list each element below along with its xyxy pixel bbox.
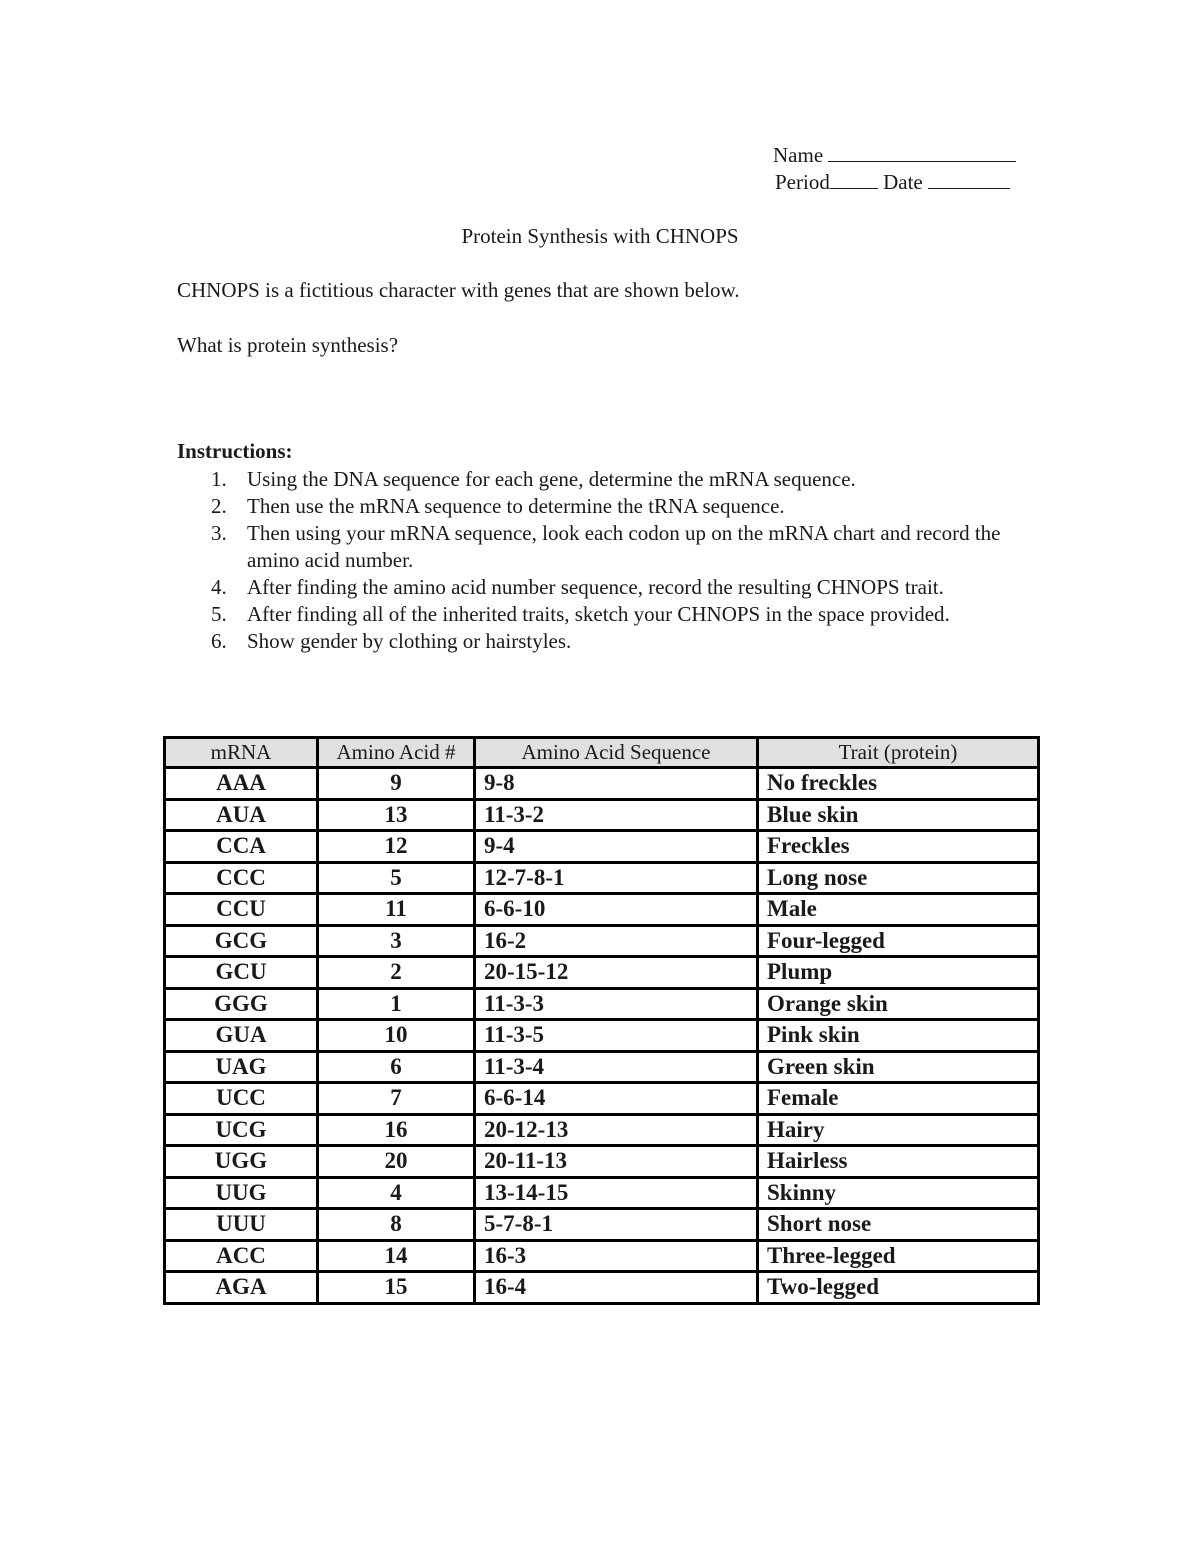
header-amino-acid-number: Amino Acid # xyxy=(318,738,475,768)
trait-cell: Skinny xyxy=(758,1177,1039,1209)
table-row xyxy=(165,799,1039,831)
instruction-item: 4. After finding the amino acid number sequence, record the resulting CHNOPS trait. xyxy=(211,575,944,599)
mrna-cell: UGG xyxy=(165,1146,318,1178)
amino-acid-number-cell: 12 xyxy=(318,831,475,863)
trait-cell: Blue skin xyxy=(758,799,1039,831)
table-row xyxy=(165,862,1039,894)
amino-acid-number-cell: 7 xyxy=(318,1083,475,1115)
table-row xyxy=(165,1146,1039,1178)
mrna-cell: AUA xyxy=(165,799,318,831)
amino-acid-sequence-cell: 11-3-5 xyxy=(475,1020,758,1052)
question-text: What is protein synthesis? xyxy=(177,333,399,357)
instructions-heading: Instructions: xyxy=(177,439,293,463)
trait-cell: Female xyxy=(758,1083,1039,1115)
name-label: Name xyxy=(773,143,824,167)
amino-acid-number-cell: 9 xyxy=(318,768,475,800)
header-amino-acid-sequence: Amino Acid Sequence xyxy=(475,738,758,768)
amino-acid-sequence-cell: 20-15-12 xyxy=(475,957,758,989)
trait-cell: Male xyxy=(758,894,1039,926)
mrna-cell: GUA xyxy=(165,1020,318,1052)
instruction-item: 1. Using the DNA sequence for each gene, determine the mRNA sequence. xyxy=(211,467,856,491)
amino-acid-sequence-cell: 20-12-13 xyxy=(475,1114,758,1146)
trait-cell: No freckles xyxy=(758,768,1039,800)
codon-trait-table xyxy=(163,736,1040,1305)
trait-cell: Three-legged xyxy=(758,1240,1039,1272)
instruction-item: 5. After finding all of the inherited traits, sketch your CHNOPS in the space provided. xyxy=(211,602,950,626)
amino-acid-sequence-cell: 6-6-14 xyxy=(475,1083,758,1115)
amino-acid-number-cell: 13 xyxy=(318,799,475,831)
mrna-cell: ACC xyxy=(165,1240,318,1272)
date-blank[interactable] xyxy=(928,170,1010,189)
amino-acid-sequence-cell: 11-3-4 xyxy=(475,1051,758,1083)
amino-acid-sequence-cell: 9-8 xyxy=(475,768,758,800)
name-blank[interactable] xyxy=(828,143,1016,162)
header-trait: Trait (protein) xyxy=(758,738,1039,768)
table-row xyxy=(165,1272,1039,1304)
mrna-cell: UAG xyxy=(165,1051,318,1083)
date-label: Date xyxy=(883,170,923,194)
table-row xyxy=(165,894,1039,926)
mrna-cell: UUG xyxy=(165,1177,318,1209)
mrna-cell: AGA xyxy=(165,1272,318,1304)
trait-cell: Four-legged xyxy=(758,925,1039,957)
amino-acid-sequence-cell: 11-3-2 xyxy=(475,799,758,831)
amino-acid-sequence-cell: 11-3-3 xyxy=(475,988,758,1020)
table-row xyxy=(165,1051,1039,1083)
table-row xyxy=(165,1177,1039,1209)
amino-acid-sequence-cell: 12-7-8-1 xyxy=(475,862,758,894)
mrna-cell: GCG xyxy=(165,925,318,957)
instruction-item: 2. Then use the mRNA sequence to determine the tRNA sequence. xyxy=(211,494,785,518)
amino-acid-number-cell: 14 xyxy=(318,1240,475,1272)
intro-text: CHNOPS is a fictitious character with genes that are shown below. xyxy=(177,278,740,302)
period-blank[interactable] xyxy=(830,170,878,189)
trait-cell: Long nose xyxy=(758,862,1039,894)
trait-cell: Hairless xyxy=(758,1146,1039,1178)
table-row xyxy=(165,988,1039,1020)
table-row xyxy=(165,1083,1039,1115)
instruction-item: 3. Then using your mRNA sequence, look each codon up on the mRNA chart and record the amino acid number. xyxy=(211,521,1001,572)
mrna-cell: CCU xyxy=(165,894,318,926)
trait-cell: Pink skin xyxy=(758,1020,1039,1052)
amino-acid-number-cell: 8 xyxy=(318,1209,475,1241)
trait-cell: Plump xyxy=(758,957,1039,989)
amino-acid-number-cell: 20 xyxy=(318,1146,475,1178)
mrna-cell: UCC xyxy=(165,1083,318,1115)
trait-cell: Freckles xyxy=(758,831,1039,863)
amino-acid-number-cell: 4 xyxy=(318,1177,475,1209)
amino-acid-number-cell: 11 xyxy=(318,894,475,926)
amino-acid-sequence-cell: 16-2 xyxy=(475,925,758,957)
amino-acid-sequence-cell: 16-3 xyxy=(475,1240,758,1272)
table-row xyxy=(165,768,1039,800)
name-field xyxy=(773,143,1016,168)
table-row xyxy=(165,925,1039,957)
trait-cell: Two-legged xyxy=(758,1272,1039,1304)
amino-acid-sequence-cell: 16-4 xyxy=(475,1272,758,1304)
amino-acid-sequence-cell: 20-11-13 xyxy=(475,1146,758,1178)
table-body xyxy=(165,768,1039,1304)
worksheet-title: Protein Synthesis with CHNOPS xyxy=(461,224,739,248)
amino-acid-sequence-cell: 13-14-15 xyxy=(475,1177,758,1209)
mrna-cell: CCA xyxy=(165,831,318,863)
trait-cell: Short nose xyxy=(758,1209,1039,1241)
table-header-row xyxy=(165,738,1039,768)
mrna-cell: GCU xyxy=(165,957,318,989)
period-label: Period xyxy=(775,170,830,194)
table-row xyxy=(165,831,1039,863)
table-row xyxy=(165,1020,1039,1052)
amino-acid-sequence-cell: 5-7-8-1 xyxy=(475,1209,758,1241)
trait-cell: Orange skin xyxy=(758,988,1039,1020)
mrna-cell: AAA xyxy=(165,768,318,800)
trait-cell: Green skin xyxy=(758,1051,1039,1083)
amino-acid-number-cell: 3 xyxy=(318,925,475,957)
trait-cell: Hairy xyxy=(758,1114,1039,1146)
amino-acid-number-cell: 15 xyxy=(318,1272,475,1304)
amino-acid-number-cell: 6 xyxy=(318,1051,475,1083)
amino-acid-sequence-cell: 6-6-10 xyxy=(475,894,758,926)
instruction-item: 6. Show gender by clothing or hairstyles. xyxy=(211,629,572,653)
amino-acid-number-cell: 10 xyxy=(318,1020,475,1052)
table-row xyxy=(165,1240,1039,1272)
amino-acid-sequence-cell: 9-4 xyxy=(475,831,758,863)
table-row xyxy=(165,957,1039,989)
mrna-cell: CCC xyxy=(165,862,318,894)
header-mrna: mRNA xyxy=(165,738,318,768)
instructions-list xyxy=(177,466,1017,655)
mrna-cell: UCG xyxy=(165,1114,318,1146)
amino-acid-number-cell: 1 xyxy=(318,988,475,1020)
mrna-cell: GGG xyxy=(165,988,318,1020)
mrna-cell: UUU xyxy=(165,1209,318,1241)
period-date-field xyxy=(775,170,1010,195)
table-row xyxy=(165,1114,1039,1146)
amino-acid-number-cell: 5 xyxy=(318,862,475,894)
amino-acid-number-cell: 2 xyxy=(318,957,475,989)
amino-acid-number-cell: 16 xyxy=(318,1114,475,1146)
table-row xyxy=(165,1209,1039,1241)
